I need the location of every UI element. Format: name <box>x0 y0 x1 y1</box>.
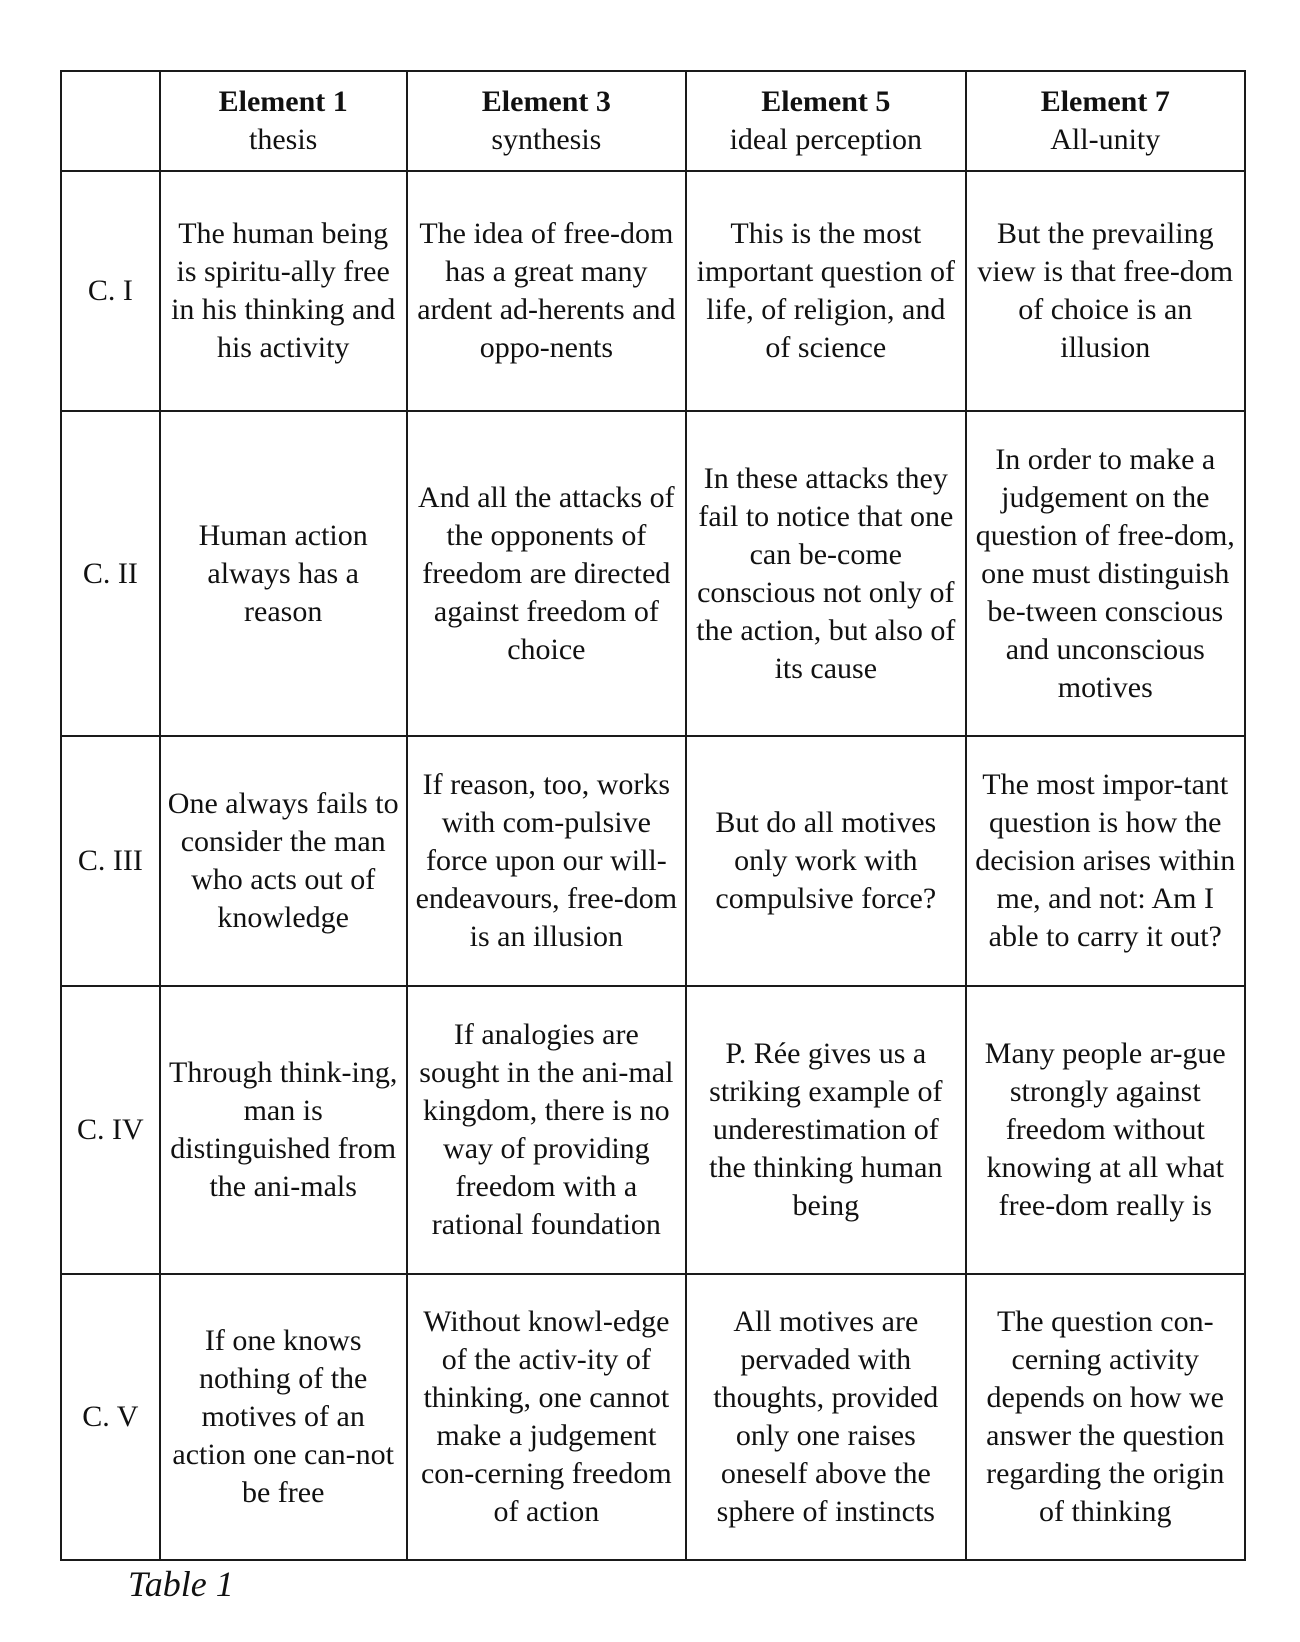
table-cell: This is the most important question of life, of religion, and of science <box>686 171 965 411</box>
table-cell: The question con-cerning activity depends on how we answer the question regarding the origin of thinking <box>966 1274 1245 1560</box>
table-cell: And all the attacks of the opponents of freedom are directed against freedom of choice <box>407 411 686 736</box>
table-cell: But the prevailing view is that free-dom of choice is an illusion <box>966 171 1245 411</box>
comparison-table <box>60 70 1246 1561</box>
table-caption: Table 1 <box>128 1564 234 1604</box>
row-label: C. I <box>61 171 160 411</box>
table-cell: One always fails to consider the man who acts out of knowledge <box>160 736 407 986</box>
header-element-name: ideal perception <box>729 123 923 156</box>
table-row-c-v <box>61 1274 1245 1560</box>
header-row <box>61 71 1245 171</box>
header-element-name: All-unity <box>1050 123 1161 156</box>
row-label: C. III <box>61 736 160 986</box>
table-cell: The human being is spiritu-ally free in his thinking and his activity <box>160 171 407 411</box>
header-element-name: synthesis <box>491 123 602 156</box>
table-row-c-iv <box>61 986 1245 1274</box>
header-element-number: Element 3 <box>481 85 611 118</box>
table-cell: If one knows nothing of the motives of an action one can-not be free <box>160 1274 407 1560</box>
table-row-c-iii <box>61 736 1245 986</box>
table-cell: But do all motives only work with compulsive force? <box>686 736 965 986</box>
table-cell: All motives are pervaded with thoughts, provided only one raises oneself above the sphere of instincts <box>686 1274 965 1560</box>
row-label: C. V <box>61 1274 160 1560</box>
table-cell: The idea of free-dom has a great many ardent ad-herents and oppo-nents <box>407 171 686 411</box>
table-cell: If reason, too, works with com-pulsive force upon our will-endeavours, free-dom is an illusion <box>407 736 686 986</box>
row-label: C. II <box>61 411 160 736</box>
header-element-name: thesis <box>249 123 318 156</box>
table-cell: If analogies are sought in the ani-mal kingdom, there is no way of providing freedom with a rational foundation <box>407 986 686 1274</box>
header-element-7 <box>966 71 1245 171</box>
header-element-5 <box>686 71 965 171</box>
table-cell: P. Rée gives us a striking example of underestimation of the thinking human being <box>686 986 965 1274</box>
header-element-3 <box>407 71 686 171</box>
table-cell: Many people ar-gue strongly against freedom without knowing at all what free-dom really is <box>966 986 1245 1274</box>
table-cell: Without knowl-edge of the activ-ity of thinking, one cannot make a judgement con-cerning freedom of action <box>407 1274 686 1560</box>
table-row-c-i <box>61 171 1245 411</box>
header-element-number: Element 7 <box>1040 85 1170 118</box>
table-cell: Human action always has a reason <box>160 411 407 736</box>
table-row-c-ii <box>61 411 1245 736</box>
header-corner-cell <box>61 71 160 171</box>
header-element-1 <box>160 71 407 171</box>
header-element-number: Element 5 <box>761 85 891 118</box>
row-label: C. IV <box>61 986 160 1274</box>
table-cell: In order to make a judgement on the question of free-dom, one must distinguish be-tween conscious and unconscious motives <box>966 411 1245 736</box>
header-element-number: Element 1 <box>218 85 348 118</box>
table-cell: Through think-ing, man is distinguished from the ani-mals <box>160 986 407 1274</box>
table-cell: In these attacks they fail to notice that one can be-come conscious not only of the action, but also of its cause <box>686 411 965 736</box>
table-cell: The most impor-tant question is how the decision arises within me, and not: Am I able to carry it out? <box>966 736 1245 986</box>
